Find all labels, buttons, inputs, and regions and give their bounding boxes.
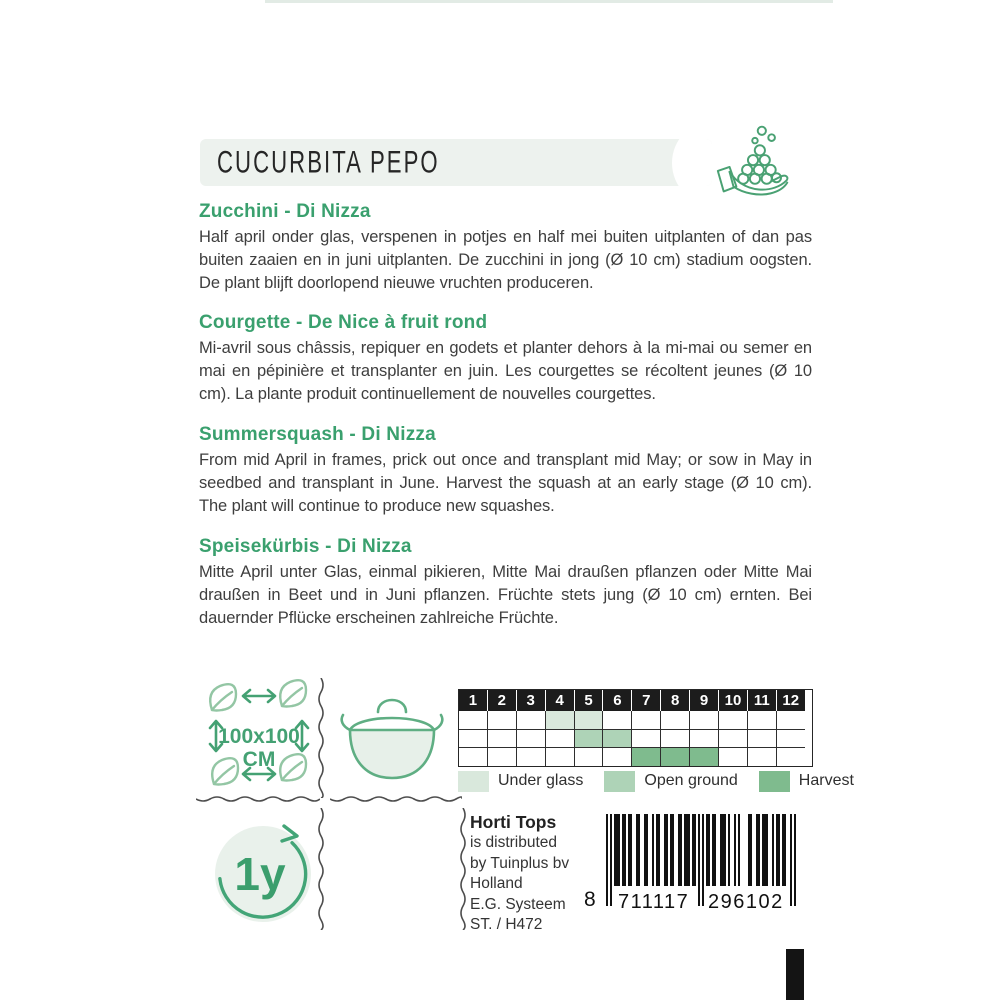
calendar-cell — [603, 748, 632, 766]
distributor-lines — [470, 833, 569, 936]
calendar-cell — [690, 730, 719, 749]
calendar-cell — [661, 711, 690, 730]
calendar-cell — [632, 711, 661, 730]
calendar-month-1: 1 — [459, 690, 488, 711]
section-nl — [199, 201, 812, 295]
barcode-group1: 711117 — [618, 891, 690, 913]
distributor-block — [470, 812, 569, 936]
calendar-cell — [517, 748, 546, 766]
calendar-month-4: 4 — [546, 690, 575, 711]
calendar-cell — [517, 711, 546, 730]
lifecycle-label: 1y — [234, 848, 286, 900]
spacing-value: 100x100 — [218, 725, 300, 748]
calendar-month-8: 8 — [661, 690, 690, 711]
calendar-grid — [458, 689, 813, 767]
section-body-fr: Mi-avril sous châssis, repiquer en godets et planter dehors à la mi-mai ou semer en mai en pépinière et transplanter en juin. Les courgettes se récoltent jeunes (Ø 10 cm). La plante produit continuellement de nouvelles courgettes. — [199, 339, 812, 403]
calendar-cell — [575, 730, 604, 749]
calendar-cell — [777, 748, 805, 766]
calendar-cell — [546, 748, 575, 766]
page-title: CUCURBITA PEPO — [217, 144, 440, 180]
divider-vertical-3 — [458, 808, 468, 930]
section-body-nl: Half april onder glas, verspenen in potjes en half mei buiten uitplanten of dan pas buiten zaaien en in juni uitplanten. De zucchini in jong (Ø 10 cm) stadium oogsten. De plant blijft doorlopend nieuwe vruchten produceren. — [199, 228, 812, 292]
section-de — [199, 536, 812, 630]
legend-label: Under glass — [498, 772, 584, 789]
section-body-de: Mitte April unter Glas, einmal pikieren, Mitte Mai draußen pflanzen oder Mitte Mai draußen in Beet und in Juni pflanzen. Früchte stets jung (Ø 10 cm) ernten. Bei dauernder Pflücke erscheinen zahlreiche Früchte. — [199, 563, 812, 627]
print-registration-mark — [786, 949, 804, 1000]
spacing-unit: CM — [242, 748, 276, 771]
calendar-month-6: 6 — [603, 690, 632, 711]
calendar-cell — [777, 730, 805, 749]
calendar-month-12: 12 — [777, 690, 805, 711]
calendar-cell — [661, 730, 690, 749]
sowing-calendar — [458, 689, 866, 792]
calendar-row-harvest — [459, 748, 812, 766]
calendar-cell — [719, 730, 748, 749]
calendar-cell — [690, 748, 719, 766]
calendar-cell — [748, 730, 777, 749]
divider-horizontal-2 — [330, 794, 462, 804]
ean13-barcode — [584, 814, 799, 914]
section-fr — [199, 312, 812, 406]
distributor-line: is distributed — [470, 834, 558, 851]
divider-vertical-1 — [316, 678, 326, 798]
hand-with-seeds-icon — [710, 122, 798, 210]
distributor-line: Holland — [470, 875, 523, 892]
calendar-cell — [661, 748, 690, 766]
calendar-cell — [546, 711, 575, 730]
calendar-cell — [459, 730, 488, 749]
distributor-line: E.G. Systeem — [470, 895, 566, 913]
calendar-cell — [632, 748, 661, 766]
legend-swatch — [458, 771, 489, 792]
calendar-month-11: 11 — [748, 690, 777, 711]
distributor-name: Horti Tops — [470, 812, 557, 832]
section-en — [199, 424, 812, 518]
section-body-en: From mid April in frames, prick out once and transplant mid May; or sow in May in seedbed and transplant in June. Harvest the squash at an early stage (Ø 10 cm). The plant will continue to produce new squashes. — [199, 451, 812, 515]
calendar-cell — [603, 711, 632, 730]
calendar-row-under-glass — [459, 711, 812, 730]
section-heading-de: Speisekürbis - Di Nizza — [199, 536, 412, 557]
calendar-cell — [719, 711, 748, 730]
calendar-cell — [517, 730, 546, 749]
calendar-cell — [777, 711, 805, 730]
barcode-first-digit: 8 — [584, 888, 596, 911]
calendar-cell — [575, 748, 604, 766]
distributor-line: by Tuinplus bv — [470, 854, 570, 872]
calendar-cell — [748, 748, 777, 766]
calendar-month-7: 7 — [632, 690, 661, 711]
barcode-group2: 296102 — [708, 891, 784, 913]
calendar-month-header — [459, 690, 812, 711]
calendar-cell — [546, 730, 575, 749]
calendar-row-open-ground — [459, 730, 812, 749]
divider-horizontal-1 — [196, 794, 320, 804]
legend-label: Harvest — [798, 772, 854, 789]
calendar-cell — [459, 748, 488, 766]
calendar-cell — [748, 711, 777, 730]
cooking-pot-icon — [336, 686, 448, 792]
calendar-cell — [575, 711, 604, 730]
calendar-month-5: 5 — [575, 690, 604, 711]
calendar-cell — [690, 711, 719, 730]
plant-spacing-icon — [198, 676, 323, 796]
calendar-month-9: 9 — [690, 690, 719, 711]
legend-label: Open ground — [644, 772, 738, 789]
calendar-cell — [719, 748, 748, 766]
header-bar — [200, 139, 712, 186]
header-notch — [672, 139, 712, 186]
calendar-cell — [459, 711, 488, 730]
section-heading-en: Summersquash - Di Nizza — [199, 424, 436, 445]
calendar-cell — [488, 730, 517, 749]
distributor-line: ST. / H472 — [470, 916, 543, 933]
annual-lifecycle-icon — [200, 810, 320, 930]
legend-swatch — [759, 771, 790, 792]
calendar-cell — [488, 711, 517, 730]
calendar-cell — [632, 730, 661, 749]
calendar-cell — [488, 748, 517, 766]
calendar-month-10: 10 — [719, 690, 748, 711]
calendar-legend — [458, 771, 866, 792]
calendar-month-2: 2 — [488, 690, 517, 711]
calendar-cell — [603, 730, 632, 749]
section-heading-fr: Courgette - De Nice à fruit rond — [199, 312, 488, 333]
calendar-month-3: 3 — [517, 690, 546, 711]
section-heading-nl: Zucchini - Di Nizza — [199, 201, 371, 222]
top-edge-line — [265, 0, 833, 3]
legend-swatch — [604, 771, 635, 792]
